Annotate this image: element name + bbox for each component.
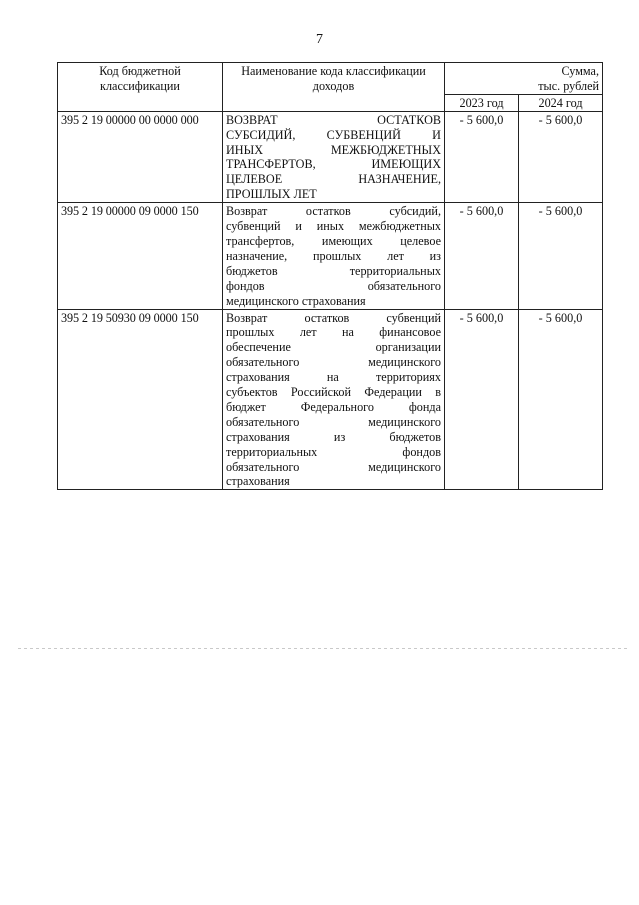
row-name-line: фондов обязательного — [226, 278, 441, 293]
header-year-2023: 2023 год — [445, 94, 519, 111]
row-code: 395 2 19 50930 09 0000 150 — [58, 309, 223, 490]
row-name-line: ЦЕЛЕВОЕ НАЗНАЧЕНИЕ, — [226, 172, 441, 187]
row-name-line: территориальных фондов — [226, 444, 441, 459]
row-name-line: бюджетов территориальных — [226, 263, 441, 278]
row-name-line: назначение, прошлых лет из — [226, 248, 441, 263]
row-name-line: субъектов Российской Федерации в — [226, 385, 441, 400]
row-name-line: страхования из бюджетов — [226, 429, 441, 444]
row-name-line: обязательного медицинского — [226, 414, 441, 429]
page-number: 7 — [316, 32, 323, 47]
table-row — [58, 309, 603, 490]
row-name-line: прошлых лет на финансовое — [226, 325, 441, 340]
row-name — [223, 111, 445, 202]
row-name-line: Возврат остатков субвенций — [226, 310, 441, 325]
row-name-line: ВОЗВРАТ ОСТАТКОВ — [226, 112, 441, 127]
row-name-line: обязательного медицинского — [226, 355, 441, 370]
header-sum-line2: тыс. рублей — [538, 78, 600, 93]
row-name-line: обеспечение организации — [226, 340, 441, 355]
row-name-line: страхования — [226, 474, 290, 489]
row-amount-2023: - 5 600,0 — [445, 309, 519, 490]
scan-artifact-line — [18, 648, 628, 649]
row-name-line: Возврат остатков субсидий, — [226, 204, 441, 219]
row-name-line: медицинского страхования — [226, 293, 366, 308]
row-name — [223, 309, 445, 490]
row-name-line: обязательного медицинского — [226, 459, 441, 474]
row-amount-2024: - 5 600,0 — [519, 309, 603, 490]
row-name-line: СУБСИДИЙ, СУБВЕНЦИЙ И — [226, 127, 441, 142]
row-name-line: ИНЫХ МЕЖБЮДЖЕТНЫХ — [226, 142, 441, 157]
row-name — [223, 203, 445, 309]
header-sum — [445, 63, 603, 95]
row-name-line: ТРАНСФЕРТОВ, ИМЕЮЩИХ — [226, 157, 441, 172]
header-name: Наименование кода классификации доходов — [223, 63, 445, 112]
row-name-line: ПРОШЛЫХ ЛЕТ — [226, 187, 317, 202]
row-amount-2023: - 5 600,0 — [445, 111, 519, 202]
row-code: 395 2 19 00000 09 0000 150 — [58, 203, 223, 309]
row-amount-2024: - 5 600,0 — [519, 203, 603, 309]
header-sum-line1: Сумма, — [561, 64, 600, 78]
budget-classification-table — [57, 62, 603, 490]
row-code: 395 2 19 00000 00 0000 000 — [58, 111, 223, 202]
row-name-line: бюджет Федерального фонда — [226, 399, 441, 414]
table-row — [58, 203, 603, 309]
row-amount-2024: - 5 600,0 — [519, 111, 603, 202]
table-row — [58, 111, 603, 202]
row-name-line: трансфертов, имеющих целевое — [226, 233, 441, 248]
row-amount-2023: - 5 600,0 — [445, 203, 519, 309]
header-year-2024: 2024 год — [519, 94, 603, 111]
row-name-line: страхования на территориях — [226, 370, 441, 385]
header-code: Код бюджетной классификации — [58, 63, 223, 112]
row-name-line: субвенций и иных межбюджетных — [226, 219, 441, 234]
